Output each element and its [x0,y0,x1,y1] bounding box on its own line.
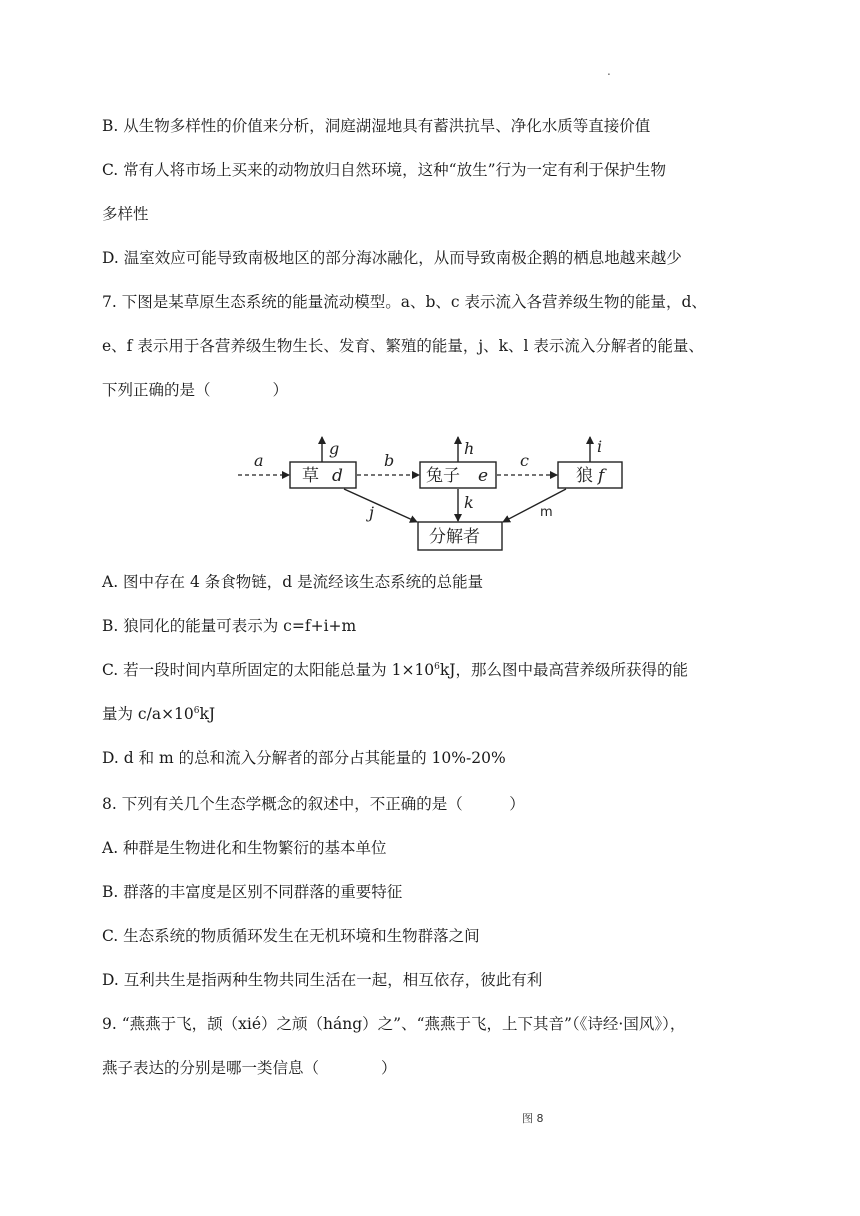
arrow-i-label: i [597,437,603,456]
arrow-c-label: c [520,451,529,470]
q9-stem-1: 9. “燕燕于飞，颉（xié）之颃（háng）之”、“燕燕于飞，上下其音”（《诗经·国风》）， [102,1015,686,1033]
grass-var: d [332,466,343,486]
header-mark: . [607,64,611,78]
grass-label: 草 [302,466,319,486]
wolf-var: f [598,466,605,486]
arrow-j [344,489,417,522]
q8-option-d: D. 互利共生是指两种生物共同生活在一起，相互依存，彼此有利 [102,971,543,989]
arrow-j-label: j [369,503,374,522]
grass-box [290,462,356,488]
q6-option-d: D. 温室效应可能导致南极地区的部分海冰融化，从而导致南极企鹅的栖息地越来越少 [102,249,682,267]
arrow-m-label: m [540,505,553,520]
arrow-a-label: a [254,451,264,470]
figure-caption: 图 8 [522,1112,544,1125]
rabbit-var: e [478,466,489,486]
q7-option-a: A. 图中存在 4 条食物链，d 是流经该生态系统的总能量 [102,573,484,591]
q7-option-b: B. 狼同化的能量可表示为 c=f+i+m [102,617,357,635]
q6-option-c: C. 常有人将市场上买来的动物放归自然环境，这种“放生”行为一定有利于保护生物 [102,161,667,179]
q7-stem-2: e、f 表示用于各营养级生物生长、发育、繁殖的能量，j、k、l 表示流入分解者的能量、 [102,337,704,355]
q8-option-a: A. 种群是生物进化和生物繁衍的基本单位 [102,839,387,857]
q7-option-c-cont: 量为 $c/a\times 10^6kJ$ [102,705,216,723]
q7-stem-3: 下列正确的是（ ） [102,381,289,399]
rabbit-label: 兔子 [426,466,460,486]
energy-flow-diagram [236,432,636,554]
q6-option-c-cont: 多样性 [102,205,149,223]
decomposer-label: 分解者 [429,527,480,547]
q8-option-b: B. 群落的丰富度是区别不同群落的重要特征 [102,883,403,901]
q7-stem-1: 7. 下图是某草原生态系统的能量流动模型。a、b、c 表示流入各营养级生物的能量，d、 [102,293,707,311]
q8-stem: 8. 下列有关几个生态学概念的叙述中，不正确的是（ ） [102,795,525,813]
arrow-h-label: h [464,439,475,458]
q7-option-c: C. 若一段时间内草所固定的太阳能总量为 $1\times 10^6kJ$，那么图中最高营养级所获得的能 [102,661,689,679]
arrow-g-label: g [329,439,340,458]
q9-stem-2: 燕子表达的分别是哪一类信息（ ） [102,1059,397,1077]
q7-option-d: D. d 和 m 的总和流入分解者的部分占其能量的 10%-20% [102,749,506,767]
q6-option-b: B. 从生物多样性的价值来分析，洞庭湖湿地具有蓄洪抗旱、净化水质等直接价值 [102,117,651,135]
q8-option-c: C. 生态系统的物质循环发生在无机环境和生物群落之间 [102,927,480,945]
wolf-label: 狼 [576,466,593,486]
arrow-m [503,489,566,522]
arrow-b-label: b [384,451,395,470]
arrow-k-label: k [464,493,474,512]
